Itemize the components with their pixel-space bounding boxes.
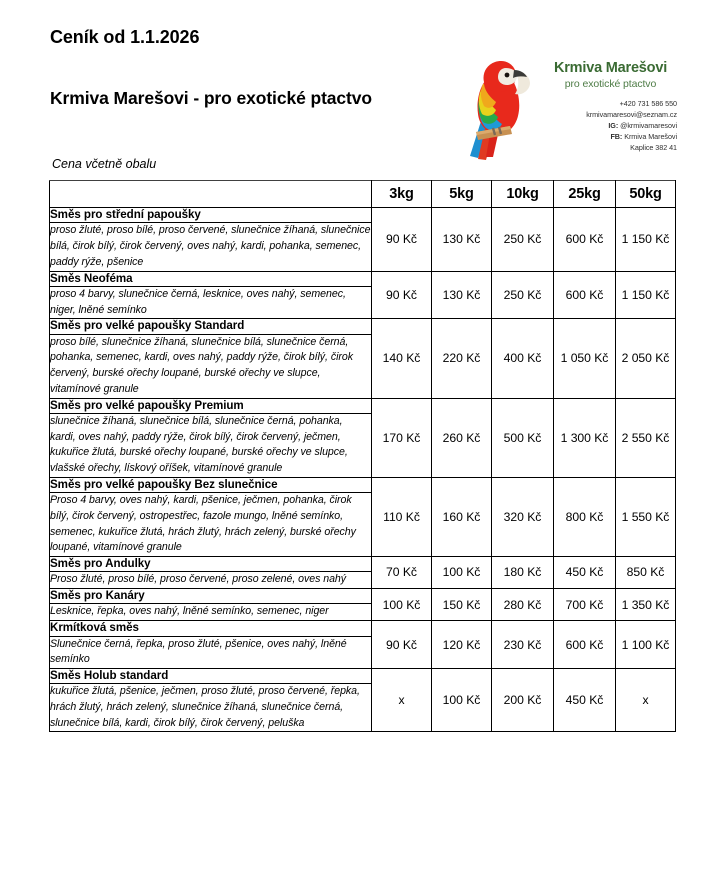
product-name: Směs pro velké papoušky Bez slunečnice: [50, 477, 372, 492]
contact-phone: +420 731 586 550: [619, 99, 677, 109]
price-cell: 2 050 Kč: [616, 319, 676, 398]
price-cell: 170 Kč: [372, 398, 432, 477]
company-logo: [462, 52, 677, 164]
price-cell: 600 Kč: [554, 208, 616, 272]
column-header-5kg: 5kg: [432, 181, 492, 208]
instagram-label: IG:: [608, 121, 619, 131]
price-cell: 100 Kč: [432, 668, 492, 732]
table-row: [50, 398, 676, 413]
price-cell: 600 Kč: [554, 271, 616, 319]
price-cell: 250 Kč: [492, 208, 554, 272]
table-row: [50, 668, 676, 683]
price-cell: 100 Kč: [372, 589, 432, 621]
price-cell: 1 100 Kč: [616, 621, 676, 669]
price-cell: 450 Kč: [554, 556, 616, 588]
price-cell: x: [616, 668, 676, 732]
price-cell: 120 Kč: [432, 621, 492, 669]
product-ingredients: Slunečnice černá, řepka, proso žluté, pšenice, oves nahý, lněné semínko: [50, 636, 372, 668]
price-cell: 700 Kč: [554, 589, 616, 621]
price-cell: 70 Kč: [372, 556, 432, 588]
price-cell: 500 Kč: [492, 398, 554, 477]
column-header-25kg: 25kg: [554, 181, 616, 208]
price-cell: 130 Kč: [432, 208, 492, 272]
product-name: Směs pro velké papoušky Standard: [50, 319, 372, 334]
product-name: Směs Holub standard: [50, 668, 372, 683]
price-cell: 200 Kč: [492, 668, 554, 732]
price-cell: 800 Kč: [554, 477, 616, 556]
instagram-handle: @krmivamaresovi: [620, 121, 677, 131]
price-cell: 140 Kč: [372, 319, 432, 398]
column-header-50kg: 50kg: [616, 181, 676, 208]
price-cell: 1 350 Kč: [616, 589, 676, 621]
page-subtitle: Krmiva Marešovi - pro exotické ptactvo: [50, 88, 373, 108]
price-cell: 220 Kč: [432, 319, 492, 398]
price-cell: 100 Kč: [432, 556, 492, 588]
price-cell: 110 Kč: [372, 477, 432, 556]
price-cell: 1 050 Kč: [554, 319, 616, 398]
product-ingredients: proso bílé, slunečnice žíhaná, slunečnice bílá, slunečnice černá, pohanka, semenec, kardi, oves nahý, paddy rýže, čirok bílý, čirok červený, burské ořechy loupané, burské ořechy ve slupce, vitamínové granule: [50, 334, 372, 398]
product-name: Krmítková směs: [50, 621, 372, 636]
logo-text: [544, 60, 677, 154]
price-cell: 250 Kč: [492, 271, 554, 319]
brand-name: Krmiva Marešovi: [553, 60, 668, 76]
product-name: Směs Neoféma: [50, 271, 372, 286]
column-header-3kg: 3kg: [372, 181, 432, 208]
price-cell: 2 550 Kč: [616, 398, 676, 477]
contact-instagram: [544, 121, 677, 132]
product-ingredients: kukuřice žlutá, pšenice, ječmen, proso žluté, proso červené, řepka, hrách žlutý, hrách zelený, slunečnice žíhaná, slunečnice černá, slunečnice bílá, kardi, čirok bílý, čirok červený, peluška: [50, 684, 372, 732]
price-note: Cena včetně obalu: [52, 157, 157, 171]
price-cell: 1 150 Kč: [616, 208, 676, 272]
product-name: Směs pro střední papoušky: [50, 208, 372, 223]
price-cell: 850 Kč: [616, 556, 676, 588]
table-row: [50, 208, 676, 223]
price-cell: 400 Kč: [492, 319, 554, 398]
facebook-label: FB:: [610, 132, 623, 142]
column-header-product: [50, 181, 372, 208]
price-cell: 320 Kč: [492, 477, 554, 556]
contact-email: krmivamaresovi@seznam.cz: [586, 110, 677, 120]
column-header-10kg: 10kg: [492, 181, 554, 208]
product-ingredients: slunečnice žíhaná, slunečnice bílá, slunečnice černá, pohanka, kardi, oves nahý, paddy rýže, čirok bílý, čirok červený, ječmen, kukuřice žlutá, burské ořechy loupané, burské ořechy ve slupce, vlašské ořechy, lískový oříšek, vitamínové granule: [50, 413, 372, 477]
contact-address: Kaplice 382 41: [630, 143, 677, 153]
table-body: [50, 208, 676, 732]
price-cell: x: [372, 668, 432, 732]
contact-details: [544, 99, 677, 154]
brand-tagline: pro exotické ptactvo: [564, 77, 657, 90]
table-row: [50, 319, 676, 334]
price-cell: 230 Kč: [492, 621, 554, 669]
price-cell: 130 Kč: [432, 271, 492, 319]
price-table: [49, 180, 676, 732]
table-row: [50, 589, 676, 604]
table-row: [50, 621, 676, 636]
product-name: Směs pro Kanáry: [50, 589, 372, 604]
product-ingredients: Proso žluté, proso bílé, proso červené, proso zelené, oves nahý: [50, 572, 372, 589]
price-cell: 450 Kč: [554, 668, 616, 732]
table-row: [50, 477, 676, 492]
product-name: Směs pro velké papoušky Premium: [50, 398, 372, 413]
price-cell: 1 150 Kč: [616, 271, 676, 319]
price-cell: 90 Kč: [372, 621, 432, 669]
facebook-handle: Krmiva Marešovi: [624, 132, 677, 142]
table-row: [50, 271, 676, 286]
price-cell: 280 Kč: [492, 589, 554, 621]
parrot-macaw-icon: [462, 52, 538, 164]
product-name: Směs pro Andulky: [50, 556, 372, 571]
price-cell: 150 Kč: [432, 589, 492, 621]
contact-facebook: [544, 132, 677, 143]
product-ingredients: proso 4 barvy, slunečnice černá, lesknice, oves nahý, semenec, niger, lněné semínko: [50, 286, 372, 318]
table-row: [50, 556, 676, 571]
price-cell: 180 Kč: [492, 556, 554, 588]
product-ingredients: Proso 4 barvy, oves nahý, kardi, pšenice, ječmen, pohanka, čirok bílý, čirok červený, ostropestřec, fazole mungo, lněné semínko, semenec, kukuřice žlutá, hrách žlutý, hrách zelený, burské ořechy loupané, vitamínové granule: [50, 493, 372, 557]
price-cell: 260 Kč: [432, 398, 492, 477]
price-cell: 160 Kč: [432, 477, 492, 556]
product-ingredients: Lesknice, řepka, oves nahý, lněné semínko, semenec, niger: [50, 604, 372, 621]
price-cell: 1 550 Kč: [616, 477, 676, 556]
price-cell: 1 300 Kč: [554, 398, 616, 477]
table-header-row: [50, 181, 676, 208]
price-cell: 90 Kč: [372, 271, 432, 319]
price-cell: 90 Kč: [372, 208, 432, 272]
product-ingredients: proso žluté, proso bílé, proso červené, slunečnice žíhaná, slunečnice bílá, čirok bílý, čirok červený, oves nahý, kardi, pohanka, semenec, paddy rýže, pšenice: [50, 223, 372, 271]
price-cell: 600 Kč: [554, 621, 616, 669]
page-title: Ceník od 1.1.2026: [50, 27, 200, 47]
